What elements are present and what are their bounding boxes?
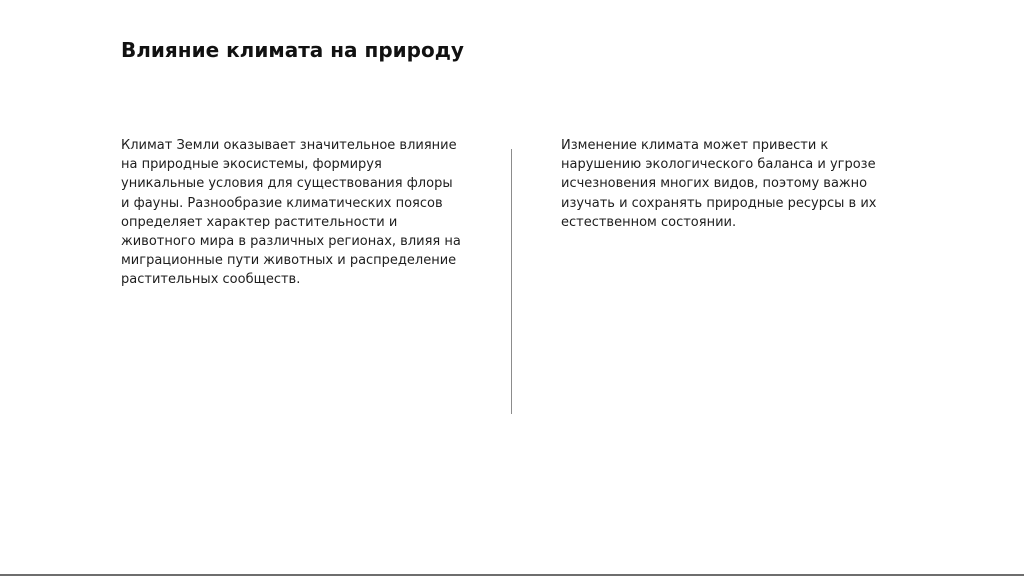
slide-title: Влияние климата на природу	[121, 38, 464, 62]
column-divider	[511, 149, 512, 414]
left-column-text: Климат Земли оказывает значительное влияние на природные экосистемы, формируя уникальные условия для существования флоры и фауны. Разнообразие климатических поясов определяет характер растительности и животного мира в различных регионах, влияя на миграционные пути животных и распределение растительных сообществ.	[121, 138, 461, 288]
right-column-text: Изменение климата может привести к нарушению экологического баланса и угрозе исчезновения многих видов, поэтому важно изучать и сохранять природные ресурсы в их естественном состоянии.	[561, 138, 877, 230]
